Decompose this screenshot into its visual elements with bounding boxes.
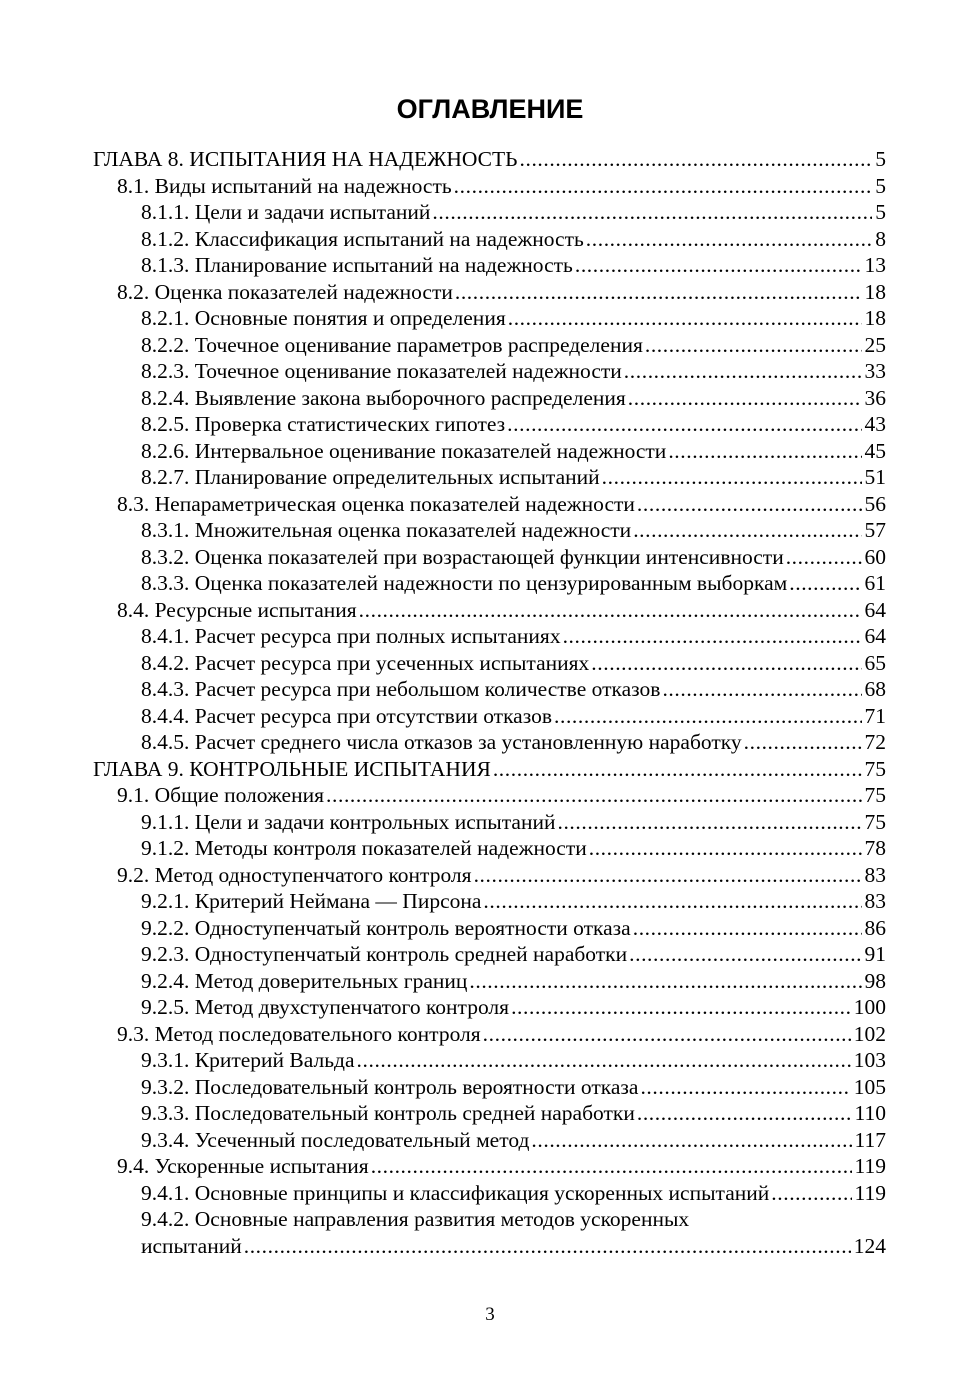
toc-entry-label: 9.2.5. Метод двухступенчатого контроля [141,995,510,1019]
toc-entry-page: 75 [864,783,886,807]
dot-leader [531,1127,851,1154]
toc-entry-label: 9.3.4. Усеченный последовательный метод [141,1127,530,1152]
dot-leader [455,279,862,306]
toc-entry-9-2-1[interactable] [0,888,886,915]
page-title: ОГЛАВЛЕНИЕ [396,94,584,124]
toc-entry-page: 13 [864,253,886,277]
toc-entry-page: 103 [853,1048,886,1072]
toc-entry-9-2[interactable] [0,862,886,889]
dot-leader [637,491,862,518]
toc-entry-label: 9.1.2. Методы контроля показателей надежности [141,836,587,860]
toc-entry-page: 72 [864,730,886,754]
toc-entry-label: 8.3.3. Оценка показателей надежности по цензурированным выборкам [141,571,788,595]
dot-leader [357,1047,851,1074]
dot-leader [589,835,862,862]
toc-entry-9-4-2[interactable] [0,1206,886,1233]
toc-entry-label: ГЛАВА 9. КОНТРОЛЬНЫЕ ИСПЫТАНИЯ [93,756,491,781]
toc-entry-page: 57 [864,518,886,542]
dot-leader [624,358,862,385]
toc-entry-8-3[interactable] [0,491,886,518]
toc-entry-label: 9.4.1. Основные принципы и классификация ускоренных испытаний [141,1180,770,1205]
toc-entry-page: 5 [875,147,886,171]
toc-entry-page: 117 [854,1127,886,1152]
toc-entry-page: 100 [853,995,886,1019]
toc-entry-page: 124 [853,1233,886,1258]
toc-entry-9-3-2[interactable] [0,1074,886,1101]
toc-entry-9-2-3[interactable] [0,941,886,968]
toc-entry-8-4-5[interactable] [0,729,886,756]
dot-leader [469,968,861,995]
toc-entry-8-2-3[interactable] [0,358,886,385]
toc-entry-label: 9.1. Общие положения [117,783,325,807]
toc-entry-page: 5 [875,200,886,224]
table-of-contents [0,146,980,1259]
dot-leader [575,252,862,279]
toc-entry-page: 105 [853,1074,886,1099]
dot-leader [483,888,861,915]
toc-entry-page: 91 [864,942,886,966]
toc-entry-label: 8.1. Виды испытаний на надежность [117,173,452,198]
toc-entry-label: 9.2. Метод одноступенчатого контроля [117,862,472,887]
toc-entry-label: 9.4.2. Основные направления развития методов ускоренных [141,1207,690,1231]
dot-leader [507,411,861,438]
toc-entry-9-3-1[interactable] [0,1047,886,1074]
toc-entry-8-4-1[interactable] [0,623,886,650]
toc-entry-9-3[interactable] [0,1021,886,1048]
toc-entry-page: 75 [864,809,886,834]
dot-leader [744,729,862,756]
dot-leader [640,1074,850,1101]
toc-entry-8-4-3[interactable] [0,676,886,703]
toc-entry-page: 83 [864,889,886,913]
dot-leader [520,146,873,173]
toc-entry-page: 5 [875,173,886,198]
dot-leader [326,782,861,809]
toc-entry-8-2-6[interactable] [0,438,886,465]
dot-leader [483,1021,851,1048]
toc-entry-9-2-4[interactable] [0,968,886,995]
toc-entry-9-3-4[interactable] [0,1127,886,1154]
dot-leader [628,385,862,412]
dot-leader [789,570,861,597]
toc-entry-label: 8.1.3. Планирование испытаний на надежность [141,253,573,277]
toc-entry-page: 36 [864,385,886,410]
toc-entry-8-2-7[interactable] [0,464,886,491]
toc-entry-page: 45 [864,438,886,463]
toc-entry-label: 8.3.1. Множительная оценка показателей надежности [141,518,632,542]
toc-entry-page: 75 [864,756,886,781]
toc-entry-label: 9.4. Ускоренные испытания [117,1154,369,1178]
dot-leader [432,199,872,226]
toc-entry-page: 86 [864,915,886,940]
toc-entry-label: 8.2.4. Выявление закона выборочного распределения [141,385,626,410]
toc-entry-8-3-1[interactable] [0,517,886,544]
toc-entry-8-3-2[interactable] [0,544,886,571]
toc-entry-page: 78 [864,836,886,860]
toc-entry-label: ГЛАВА 8. ИСПЫТАНИЯ НА НАДЕЖНОСТЬ [93,147,518,171]
toc-entry-label: 8.2.2. Точечное оценивание параметров распределения [141,332,643,357]
toc-entry-label: 8.2.3. Точечное оценивание показателей надежности [141,359,622,383]
toc-entry-label: 9.3.2. Последовательный контроль вероятности отказа [141,1074,639,1099]
dot-leader [557,809,861,836]
toc-entry-page: 18 [864,306,886,330]
toc-entry-page: 102 [853,1021,886,1046]
dot-leader [511,994,851,1021]
toc-entry-8-2-4[interactable] [0,385,886,412]
toc-entry-page: 43 [864,412,886,436]
toc-entry-page: 64 [864,597,886,622]
toc-entry-label: 8.4. Ресурсные испытания [117,597,357,622]
toc-entry-page: 65 [864,650,886,675]
toc-entry-label: 8.4.5. Расчет среднего числа отказов за установленную наработку [141,730,742,754]
toc-entry-chapter-8[interactable] [0,146,886,173]
dot-leader [633,517,861,544]
toc-entry-9-1-1[interactable] [0,809,886,836]
dot-leader [454,173,873,200]
toc-entry-page: 119 [854,1180,886,1205]
toc-entry-8-4[interactable] [0,597,886,624]
dot-leader [508,305,862,332]
toc-entry-9-1[interactable] [0,782,886,809]
toc-entry-label: 8.1.1. Цели и задачи испытаний [141,200,431,224]
dot-leader [554,703,862,730]
toc-entry-8-1-3[interactable] [0,252,886,279]
toc-entry-page: 60 [864,544,886,569]
toc-entry-page: 61 [864,571,886,595]
toc-entry-8-2-1[interactable] [0,305,886,332]
dot-leader [586,226,872,253]
toc-entry-page: 33 [864,359,886,383]
toc-entry-page: 64 [864,624,886,648]
dot-leader [662,676,861,703]
toc-entry-label: 9.2.4. Метод доверительных границ [141,968,468,993]
page-number: 3 [485,1304,495,1325]
toc-entry-label: 8.1.2. Классификация испытаний на надежность [141,226,584,251]
toc-entry-label: 9.3.1. Критерий Вальда [141,1048,355,1072]
toc-entry-label: 9.3.3. Последовательный контроль средней наработки [141,1101,635,1125]
toc-entry-label: 8.3. Непараметрическая оценка показателей надежности [117,491,635,516]
toc-entry-8-1-2[interactable] [0,226,886,253]
dot-leader [645,332,862,359]
toc-entry-8-3-3[interactable] [0,570,886,597]
toc-entry-label: 9.2.2. Одноступенчатый контроль вероятности отказа [141,915,631,940]
toc-entry-page: 25 [864,332,886,357]
toc-entry-label: 8.2.1. Основные понятия и определения [141,306,506,330]
toc-entry-label: 8.4.3. Расчет ресурса при небольшом количестве отказов [141,677,661,701]
toc-entry-page: 8 [875,226,886,251]
dot-leader [629,941,861,968]
toc-entry-9-2-5[interactable] [0,994,886,1021]
toc-entry-label: 9.2.1. Критерий Неймана — Пирсона [141,889,482,913]
dot-leader [591,650,861,677]
toc-entry-8-4-2[interactable] [0,650,886,677]
toc-entry-label: 8.2.5. Проверка статистических гипотез [141,412,506,436]
toc-entry-label: испытаний [141,1233,242,1258]
toc-entry-9-4-2-continued[interactable] [0,1233,886,1260]
toc-entry-label: 8.2. Оценка показателей надежности [117,279,453,304]
toc-entry-page: 98 [864,968,886,993]
dot-leader [493,756,862,783]
dot-leader [563,623,862,650]
dot-leader [244,1233,851,1260]
toc-entry-page: 83 [864,862,886,887]
toc-entry-page: 56 [864,491,886,516]
dot-leader [633,915,862,942]
toc-entry-page: 68 [864,677,886,701]
dot-leader [771,1180,851,1207]
toc-entry-page: 119 [854,1154,886,1178]
toc-entry-label: 8.4.4. Расчет ресурса при отсутствии отказов [141,703,552,728]
toc-entry-label: 9.1.1. Цели и задачи контрольных испытаний [141,809,556,834]
toc-entry-9-1-2[interactable] [0,835,886,862]
toc-entry-page: 51 [864,465,886,489]
toc-entry-9-3-3[interactable] [0,1100,886,1127]
toc-entry-label: 8.4.2. Расчет ресурса при усеченных испытаниях [141,650,590,675]
dot-leader [637,1100,852,1127]
toc-entry-label: 8.2.6. Интервальное оценивание показателей надежности [141,438,667,463]
toc-entry-label: 8.4.1. Расчет ресурса при полных испытаниях [141,624,561,648]
toc-entry-8-2-2[interactable] [0,332,886,359]
toc-entry-label: 9.3. Метод последовательного контроля [117,1021,481,1046]
toc-entry-9-4[interactable] [0,1153,886,1180]
toc-entry-chapter-9[interactable] [0,756,886,783]
toc-entry-8-2[interactable] [0,279,886,306]
dot-leader [474,862,862,889]
dot-leader [359,597,862,624]
toc-entry-8-1[interactable] [0,173,886,200]
toc-entry-page: 18 [864,279,886,304]
toc-entry-8-2-5[interactable] [0,411,886,438]
toc-entry-9-2-2[interactable] [0,915,886,942]
toc-entry-8-4-4[interactable] [0,703,886,730]
dot-leader [668,438,861,465]
dot-leader [786,544,862,571]
toc-entry-label: 9.2.3. Одноступенчатый контроль средней наработки [141,942,628,966]
dot-leader [602,464,862,491]
toc-entry-page: 71 [864,703,886,728]
toc-entry-label: 8.2.7. Планирование определительных испытаний [141,465,600,489]
dot-leader [371,1153,852,1180]
toc-entry-8-1-1[interactable] [0,199,886,226]
toc-entry-9-4-1[interactable] [0,1180,886,1207]
toc-entry-page: 110 [854,1101,886,1125]
toc-entry-label: 8.3.2. Оценка показателей при возрастающей функции интенсивности [141,544,784,569]
